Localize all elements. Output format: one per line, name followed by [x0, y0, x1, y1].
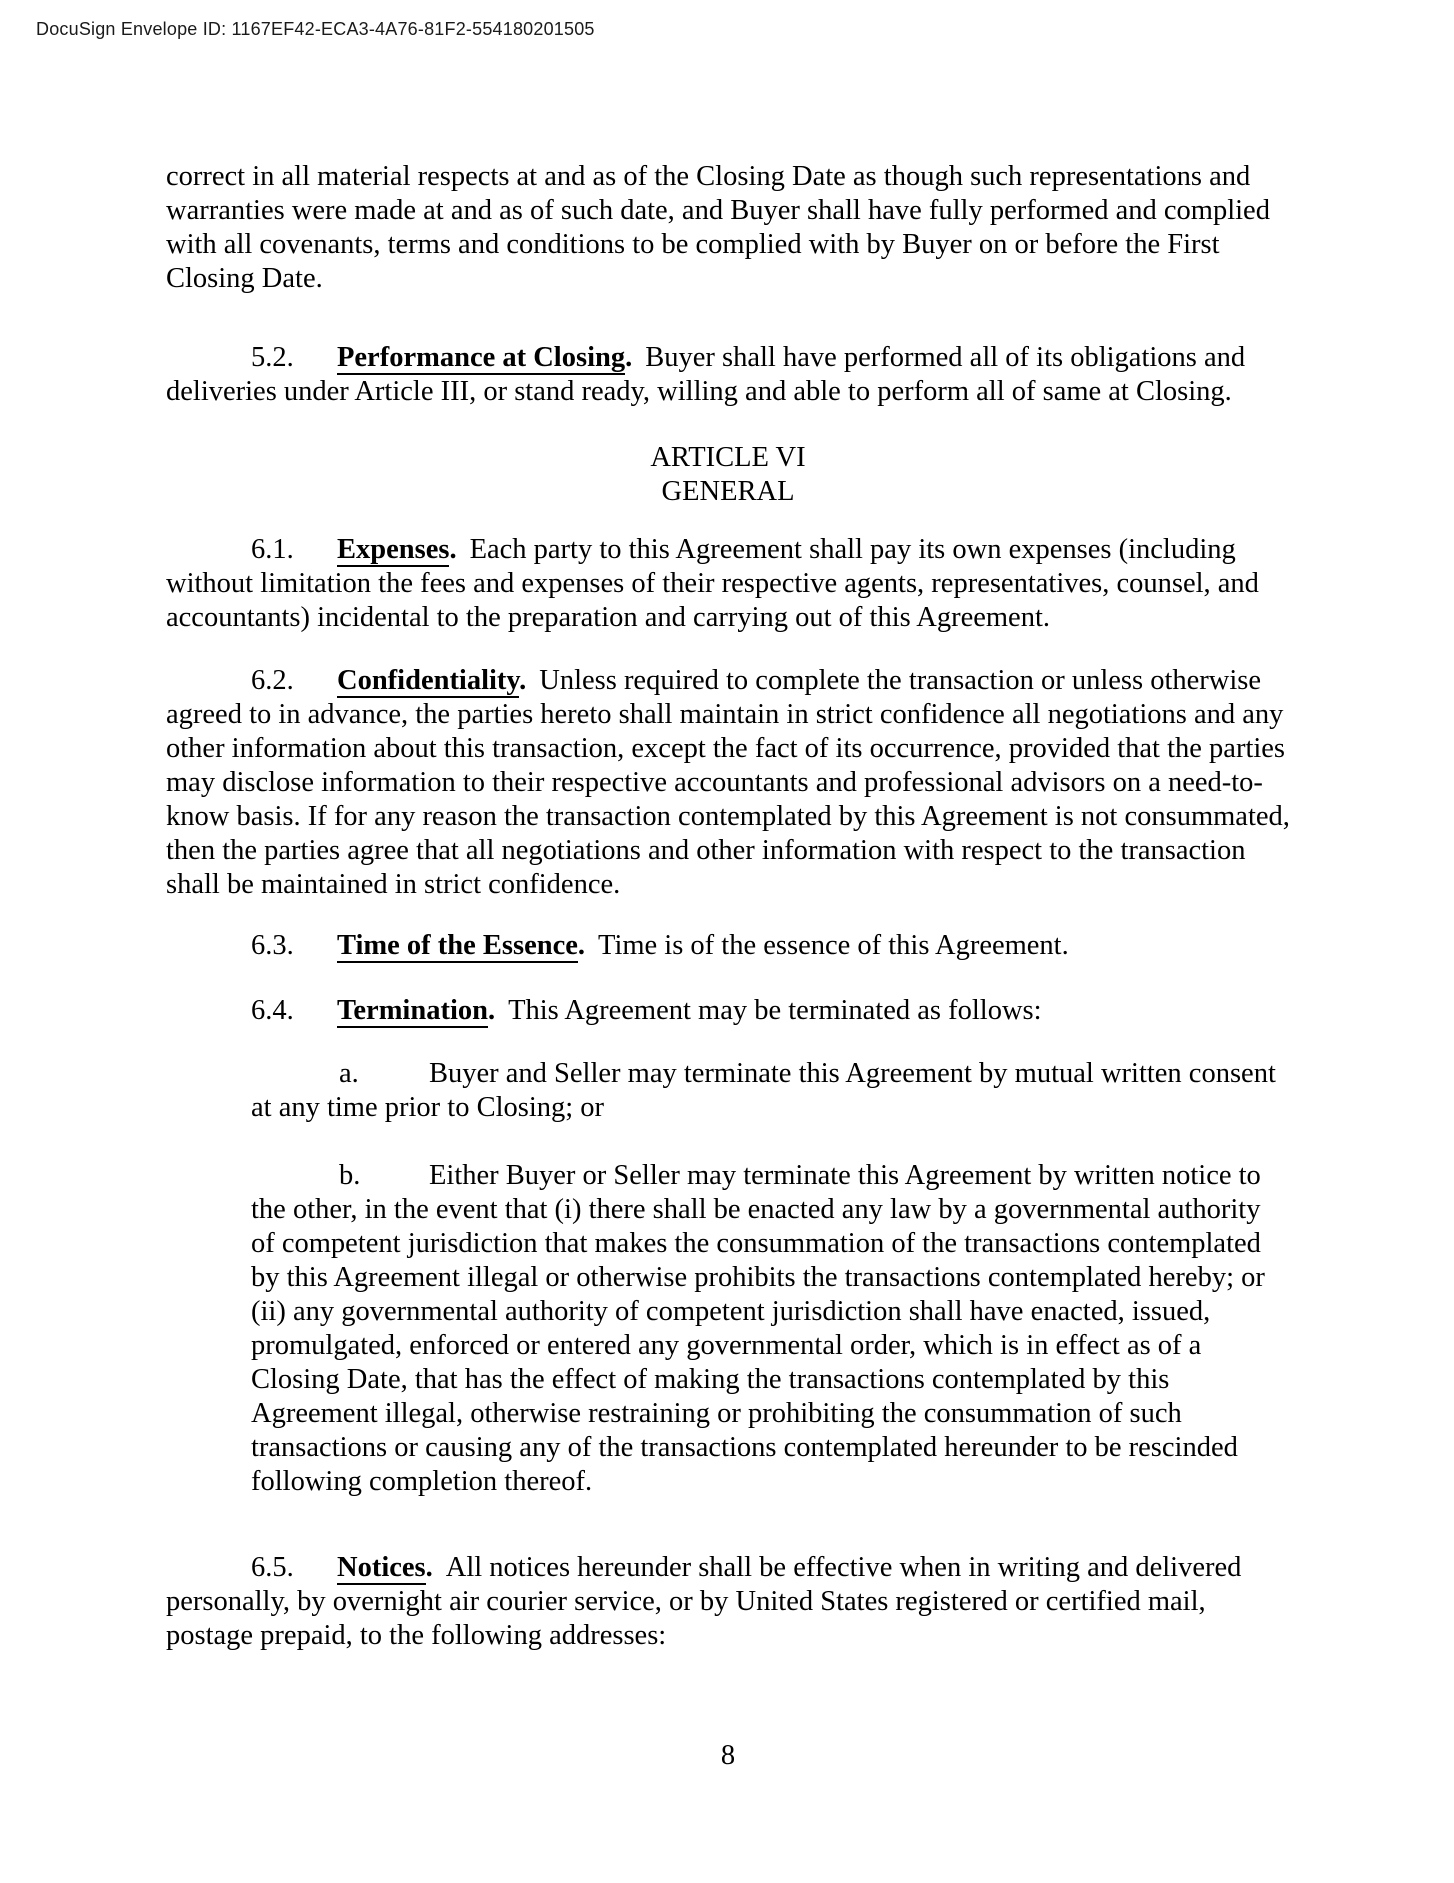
section-6-4-heading: Termination: [337, 995, 488, 1026]
article-subtitle: GENERAL: [661, 476, 795, 507]
section-5-2-heading-period: .: [625, 342, 633, 373]
section-5-2-text: Buyer shall have performed all of its obligations and deliveries under Article III, or stand ready, willing and able to perform all of same at Closing.: [166, 342, 1246, 407]
section-6-2-heading-period: .: [519, 665, 527, 696]
section-6-3-text: Time is of the essence of this Agreement.: [598, 930, 1069, 961]
section-6-2-text: Unless required to complete the transaction or unless otherwise agreed to in advance, the parties hereto shall maintain in strict confidence all negotiations and any other information about this transaction, except the fact of its occurrence, provided that the parties may disclose information to their respective accountants and professional advisors on a need-to-know basis. If for any reason the transaction contemplated by this Agreement is not consummated, then the parties agree that all negotiations and other information with respect to the transaction shall be maintained in strict confidence.: [166, 665, 1290, 900]
article-heading: [166, 441, 1290, 509]
section-5-2-number: 5.2.: [251, 342, 294, 373]
section-6-3-number: 6.3.: [251, 930, 294, 961]
section-5-2: [166, 341, 1290, 409]
section-5-2-heading: Performance at Closing: [337, 342, 626, 373]
article-title: ARTICLE VI: [650, 442, 806, 473]
section-6-5-heading-period: .: [425, 1552, 433, 1583]
section-6-5-heading: Notices: [337, 1552, 426, 1583]
termination-item-a: [251, 1057, 1290, 1125]
document-body: [166, 160, 1290, 1653]
section-6-3: [166, 929, 1290, 963]
section-6-1-number: 6.1.: [251, 534, 294, 565]
section-6-1-heading-period: .: [449, 534, 457, 565]
page-number: 8: [720, 1740, 736, 1771]
termination-item-b-label: b.: [339, 1160, 361, 1191]
continuation-paragraph: correct in all material respects at and as of the Closing Date as though such representations and warranties were made at and as of such date, and Buyer shall have fully performed and complied with all covenants, terms and conditions to be complied with by Buyer on or before the First Closing Date.: [166, 161, 1270, 294]
section-6-1: [166, 533, 1290, 635]
section-6-4: [166, 994, 1290, 1028]
section-6-3-heading: Time of the Essence: [337, 930, 578, 961]
page-footer: [166, 1739, 1290, 1773]
section-6-1-text: Each party to this Agreement shall pay its own expenses (including without limitation the fees and expenses of their respective agents, representatives, counsel, and accountants) incidental to the preparation and carrying out of this Agreement.: [166, 534, 1259, 633]
termination-item-a-text: Buyer and Seller may terminate this Agreement by mutual written consent at any time prior to Closing; or: [251, 1058, 1276, 1123]
section-6-5-text: All notices hereunder shall be effective when in writing and delivered personally, by overnight air courier service, or by United States registered or certified mail, postage prepaid, to the following addresses:: [166, 1552, 1242, 1651]
section-6-5: [166, 1551, 1290, 1653]
section-6-2-heading: Confidentiality: [337, 665, 520, 696]
termination-item-b-text: Either Buyer or Seller may terminate this Agreement by written notice to the other, in the event that (i) there shall be enacted any law by a governmental authority of competent jurisdiction that makes the consummation of the transactions contemplated by this Agreement illegal or otherwise prohibits the transactions contemplated hereby; or (ii) any governmental authority of competent jurisdiction shall have enacted, issued, promulgated, enforced or entered any governmental order, which is in effect as of a Closing Date, that has the effect of making the transactions contemplated by this Agreement illegal, otherwise restraining or prohibiting the consummation of such transactions or causing any of the transactions contemplated hereunder to be rescinded following completion thereof.: [251, 1160, 1265, 1497]
termination-item-b: [251, 1159, 1290, 1499]
docusign-envelope-id: DocuSign Envelope ID: 1167EF42-ECA3-4A76-81F2-554180201505: [36, 19, 595, 39]
section-6-3-heading-period: .: [577, 930, 586, 961]
section-6-2-number: 6.2.: [251, 665, 294, 696]
termination-item-a-label: a.: [339, 1058, 359, 1089]
section-6-4-number: 6.4.: [251, 995, 294, 1026]
section-6-5-number: 6.5.: [251, 1552, 294, 1583]
section-6-4-heading-period: .: [487, 995, 496, 1026]
section-6-2: [166, 664, 1290, 902]
section-6-4-text: This Agreement may be terminated as follows:: [508, 995, 1042, 1026]
section-6-1-heading: Expenses: [337, 534, 450, 565]
